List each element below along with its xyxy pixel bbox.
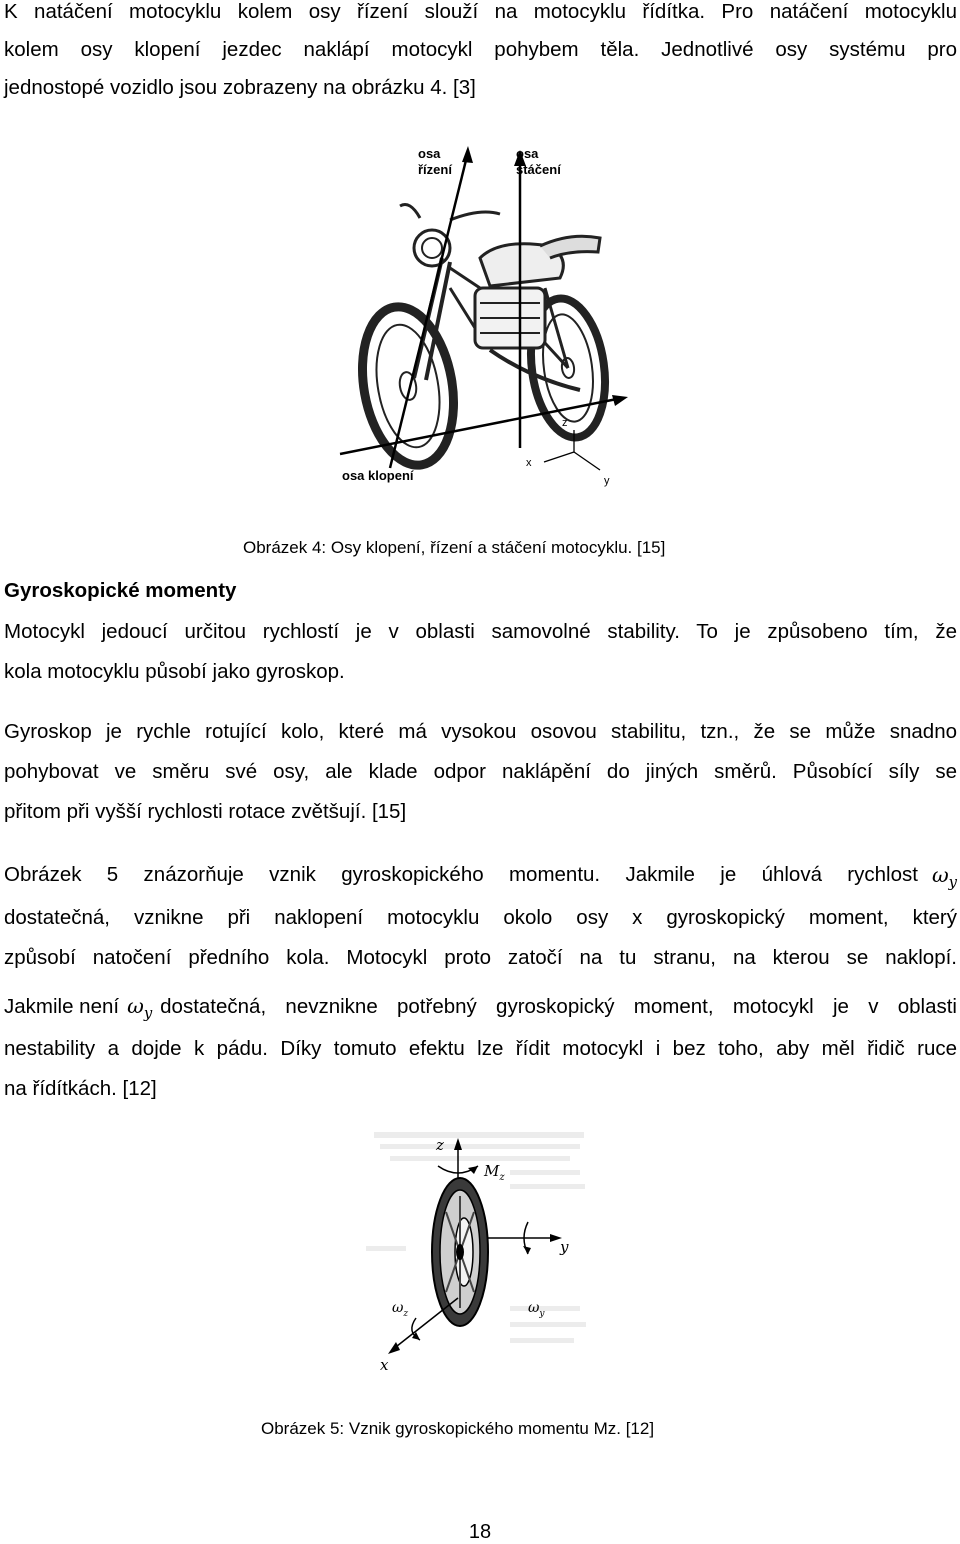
front-wheel — [351, 300, 465, 473]
fig5-label-z: z — [436, 1136, 444, 1154]
label-osa-klopeni: osa klopení — [342, 468, 414, 483]
p1-line-1: Motocykl jedoucí určitou rychlostí je v oblasti samovolné stability. To je způsobeno tím, že — [4, 620, 957, 643]
page-number: 18 — [468, 1521, 492, 1543]
figure-4-motorcycle-axes — [330, 128, 630, 498]
fig5-label-mz: $M_z$ — [484, 1162, 505, 1183]
axis-y-label: y — [604, 475, 610, 487]
p3-line-1 — [4, 863, 957, 895]
label-osa-staceni-1: osa — [516, 146, 539, 161]
p2-line-2: pohybovat ve směru své osy, ale klade odpor naklápění do jiných směrů. Působící síly se — [4, 760, 957, 783]
p3-line-2: dostatečná, vznikne při naklopení motocyklu okolo osy x gyroskopický moment, který — [4, 906, 957, 929]
intro-line-1: K natáčení motocyklu kolem osy řízení slouží na motocyklu řídítka. Pro natáčení motocyklu — [4, 0, 957, 23]
p3-line-4-a: Jakmile není — [4, 995, 120, 1018]
section-heading: Gyroskopické momenty — [4, 579, 237, 602]
p3-line-4-b: dostatečná, nevznikne potřebný gyroskopický moment, motocykl je v oblasti — [160, 995, 957, 1018]
figure-5-gyroscopic-wheel — [360, 1126, 600, 1386]
label-osa-staceni-2: stáčení — [516, 162, 561, 177]
label-osa-rizeni-2: řízení — [418, 162, 452, 177]
fig5-label-omega-y: $\omega_y$ — [528, 1300, 545, 1319]
omega-y-symbol-2: $\omega_y$ — [127, 994, 153, 1023]
p2-line-1: Gyroskop je rychle rotující kolo, které má vysokou osovou stabilitu, tzn., že se může snadno — [4, 720, 957, 743]
fig5-label-x: x — [380, 1356, 389, 1374]
p3-line-6: na řídítkách. [12] — [4, 1077, 157, 1100]
label-osa-rizeni-1: osa — [418, 146, 441, 161]
p2-line-3: přitom při vyšší rychlosti rotace zvětšují. [15] — [4, 800, 407, 823]
p3-line-3: způsobí natočení předního kola. Motocykl proto zatočí na tu stranu, na kterou se naklopí. — [4, 946, 957, 969]
p1-line-2: kola motocyklu působí jako gyroskop. — [4, 660, 345, 683]
intro-line-3: jednostopé vozidlo jsou zobrazeny na obrázku 4. [3] — [4, 76, 476, 99]
omega-y-symbol: $\omega_y$ — [931, 863, 957, 892]
p3-line-4 — [4, 994, 957, 1026]
p3-line-1-text: Obrázek 5 znázorňuje vznik gyroskopického momentu. Jakmile je úhlová rychlost — [4, 863, 918, 886]
intro-line-2: kolem osy klopení jezdec naklápí motocykl pohybem těla. Jednotlivé osy systému pro — [4, 38, 957, 61]
figure-5-caption: Obrázek 5: Vznik gyroskopického momentu Mz. [12] — [261, 1419, 655, 1438]
figure-4-caption: Obrázek 4: Osy klopení, řízení a stáčení motocyklu. [15] — [243, 538, 666, 557]
p3-line-5: nestability a dojde k pádu. Díky tomuto efektu lze řídit motocykl i bez toho, aby měl řidič ruce — [4, 1037, 957, 1060]
axis-x-label: x — [526, 457, 532, 469]
fig5-label-y: y — [560, 1238, 569, 1256]
fig5-label-omega-z: $\omega_z$ — [392, 1300, 409, 1319]
axis-z-label: z — [562, 417, 568, 429]
